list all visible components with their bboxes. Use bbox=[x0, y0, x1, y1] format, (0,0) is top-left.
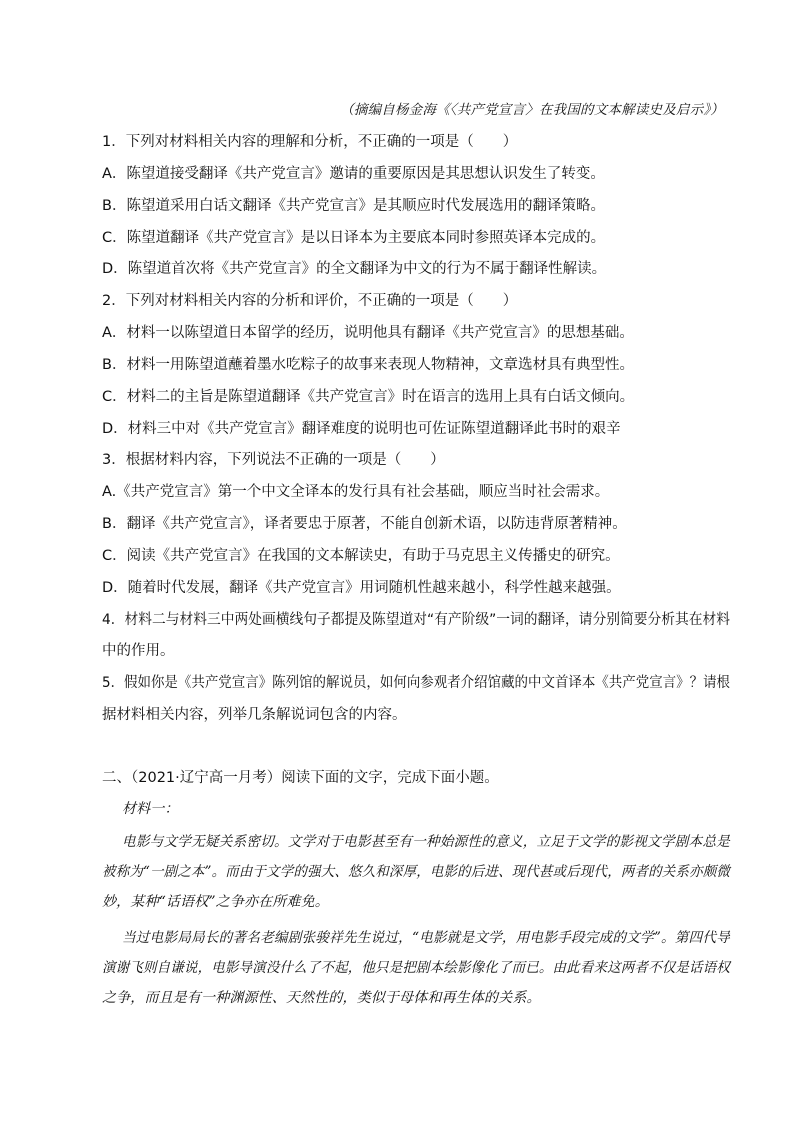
question-3-option-d: D．随着时代发展，翻译《共产党宣言》用词随机性越来越小，科学性越来越强。 bbox=[102, 580, 621, 596]
question-1-option-a: A．陈望道接受翻译《共产党宣言》邀请的重要原因是其思想认识发生了转变。 bbox=[102, 166, 605, 182]
question-2-stem: 2．下列对材料相关内容的分析和评价，不正确的一项是（ ） bbox=[102, 293, 518, 309]
question-2-option-c: C．材料二的主旨是陈望道翻译《共产党宣言》时在语言的选用上具有白话文倾向。 bbox=[102, 389, 635, 405]
question-5-line-2: 据材料相关内容，列举几条解说词包含的内容。 bbox=[102, 707, 407, 723]
question-1-stem: 1．下列对材料相关内容的理解和分析，不正确的一项是（ ） bbox=[102, 134, 518, 150]
question-1-option-c: C．陈望道翻译《共产党宣言》是以日译本为主要底本同时参照英译本完成的。 bbox=[102, 230, 606, 246]
question-3-option-b: B．翻译《共产党宣言》，译者要忠于原著，不能自创新术语，以防违背原著精神。 bbox=[102, 516, 627, 532]
material-1-paragraph-1-line-1: 电影与文学无疑关系密切。文学对于电影甚至有一种始源性的意义，立足于文学的影视文学剧本总是 bbox=[122, 834, 730, 850]
material-1-paragraph-2-line-3: 之争，而且是有一种渊源性、天然性的，类似于母体和再生体的关系。 bbox=[102, 990, 541, 1006]
material-1-paragraph-2-line-1: 当过电影局局长的著名老编剧张骏祥先生说过，“电影就是文学，用电影手段完成的文学”。第四代导 bbox=[122, 930, 730, 946]
question-4-line-1: 4．材料二与材料三中两处画横线句子都提及陈望道对“有产阶级”一词的翻译，请分别简要分析其在材料 bbox=[102, 612, 731, 628]
question-2-option-a: A．材料一以陈望道日本留学的经历，说明他具有翻译《共产党宣言》的思想基础。 bbox=[102, 325, 634, 341]
source-citation: （摘编自杨金海《〈共产党宣言〉在我国的文本解读史及启示》） bbox=[340, 102, 724, 118]
question-3-option-a: A.《共产党宣言》第一个中文全译本的发行具有社会基础，顺应当时社会需求。 bbox=[102, 484, 610, 500]
material-1-paragraph-1-line-2: 被称为“一剧之本”。而由于文学的强大、悠久和深厚，电影的后进、现代甚或后现代，两者的关系亦颇微 bbox=[102, 864, 730, 880]
material-1-paragraph-1-line-3: 妙，某种“话语权”之争亦在所难免。 bbox=[102, 894, 329, 910]
material-1-paragraph-2-line-2: 演谢飞则自谦说，电影导演没什么了不起，他只是把剧本绘影像化了而已。由此看来这两者不仅是话语权 bbox=[102, 960, 730, 976]
section-2-heading: 二、（2021·辽宁高一月考）阅读下面的文字，完成下面小题。 bbox=[102, 770, 499, 786]
question-3-option-c: C．阅读《共产党宣言》在我国的文本解读史，有助于马克思主义传播史的研究。 bbox=[102, 548, 620, 564]
question-4-line-2: 中的作用。 bbox=[102, 643, 175, 659]
question-1-option-b: B．陈望道采用白话文翻译《共产党宣言》是其顺应时代发展选用的翻译策略。 bbox=[102, 198, 605, 214]
material-1-label: 材料一： bbox=[122, 801, 179, 817]
question-5-line-1: 5．假如你是《共产党宣言》陈列馆的解说员，如何向参观者介绍馆藏的中文首译本《共产党宣言》？请根 bbox=[102, 675, 731, 691]
question-2-option-d: D．材料三中对《共产党宣言》翻译难度的说明也可佐证陈望道翻译此书时的艰辛 bbox=[102, 421, 621, 437]
question-1-option-d: D．陈望道首次将《共产党宣言》的全文翻译为中文的行为不属于翻译性解读。 bbox=[102, 261, 607, 277]
question-3-stem: 3．根据材料内容，下列说法不正确的一项是（ ） bbox=[102, 452, 445, 468]
question-2-option-b: B．材料一用陈望道蘸着墨水吃粽子的故事来表现人物精神，文章选材具有典型性。 bbox=[102, 357, 634, 373]
